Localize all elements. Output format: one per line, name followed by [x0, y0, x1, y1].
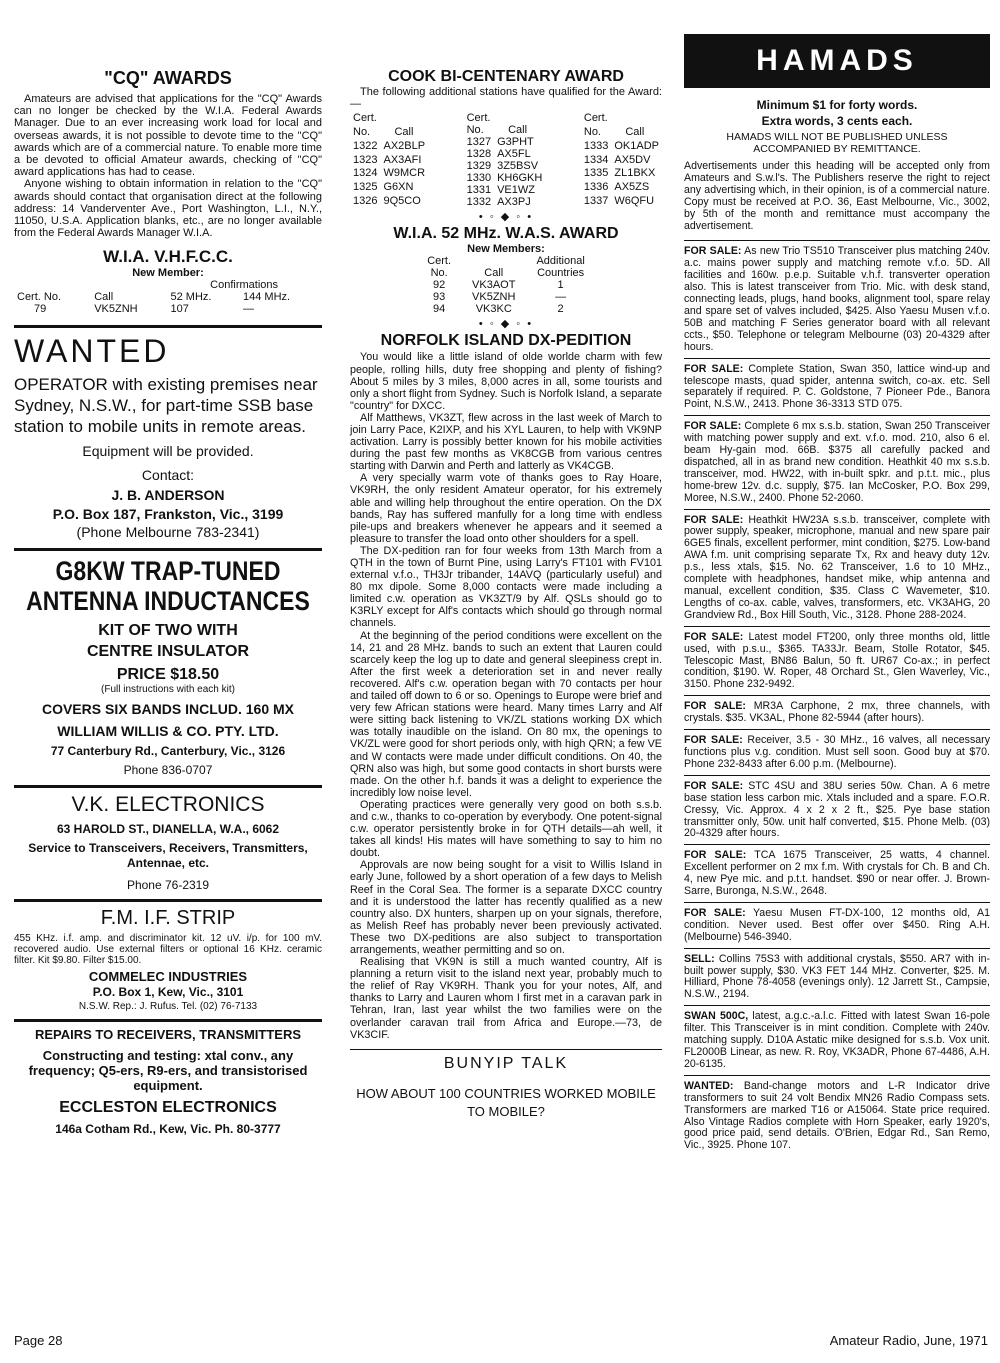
norfolk-para-3: A very specially warm vote of thanks goes to Ray Hoare, VK9RH, the only resident Amateur operator, for his extremely able and willing help throughout the entire operation. On the DX bands, Ray has suffered manfully for a long time with endless pile-ups and breakers whenever he appears and it seemed a pleasure to transfer the load onto other shoulders for a spell.	[350, 472, 662, 545]
cook-h-call: Call	[625, 126, 645, 139]
list-item: FOR SALE: Heathkit HW23A s.s.b. transceiver, complete with power supply, speaker, microphone, manual and new spare pair 6GE5 finals, excellent performer, mint condition, $275. Low-band AWA f.m. unit comprising separate Tx, Rx and heavy duty 12v. p.s., less xtals, $15. No. 62 Transceiver, 1.6 to 10 MHz., complete with headphones, handset mike, whip antenna and manual, excellent condition, $35. Class C Wavemeter, $10. Lengths of co-ax. cable, valves, transformers, etc. VK3AHG, 20 Grandview Rd., Box Hill South, Vic., 3128. Phone 288-2024.	[684, 509, 990, 626]
table-row: 1327 G3PHT	[466, 136, 534, 149]
divider	[14, 548, 322, 551]
norfolk-para-1: You would like a little island of olde worlde charm with few people, rolling hills, duty free shopping and plenty of fishing? About 5 miles by 3 miles, 8,000 acres in all, some tourists and only a short flight from Sydney. Such is Norfolk Island, a separate "country" for DXCC.	[350, 351, 662, 412]
list-item: SELL: Collins 75S3 with additional crystals, $550. AR7 with in-built power supply, $30. VK3 FET 144 MHz. Converter, $25. M. Hilliard, Phone 78-4058 (evenings only). 12 Jarrett St., Campsie, N.S.W., 2194.	[684, 948, 990, 1006]
table-row	[14, 303, 322, 315]
norfolk-para-4: The DX-pedition ran for four weeks from 13th March from a QTH in the town of Burnt Pine, using Larry's FT101 with FV101 external v.f.o., TH3Jr tribander, 14AVQ (particularly useful) and 80 mx dipole. Some 8,000 contacts were made including a limited c.w. operation as VK3ZT/9 by Alf. QSLs should go to K3RLY except for Alf's contacts which should go through normal channels.	[350, 544, 662, 630]
g8kw-company: WILLIAM WILLIS & CO. PTY. LTD.	[57, 723, 279, 740]
fm-title: F.M. I.F. STRIP	[100, 907, 236, 930]
norfolk-para-2: Alf Matthews, VK3ZT, flew across in the last week of March to join Larry Pace, K2IXP, and his XYL Lauren, to help with VK9NP activation. Larry is possibly better known for his mobile activities during the past few months as VK8CGB from various centres starting with Darwin and Perth and latterly as VK4CGB.	[350, 411, 662, 473]
wanted-phone: (Phone Melbourne 783-2341)	[76, 524, 260, 541]
g8kw-price: PRICE $18.50	[116, 666, 220, 684]
list-item: FOR SALE: Complete 6 mx s.s.b. station, Swan 250 Transceiver with matching power supply and ext. v.f.o. mod. 210, also 6 el. beam Hy-gain mod. 66B. $375 all carefully packed and dispatched, all in as brand new condition. Heathkit 40 mx s.s.b. transceiver, mod. HW22, with in-built spkr. and p.t.t. mic., plus home-brew 12v. d.c. supply, $75. Ian McCosker, P.O. Box 299, Moree, N.S.W., 2400. Phone 52-2060.	[684, 415, 990, 508]
table-row: 94 VK3KC 2	[433, 303, 564, 316]
hamads-title: HAMADS	[684, 34, 990, 88]
g8kw-kit-1: KIT OF TWO WITH	[98, 622, 238, 640]
right-column	[684, 22, 990, 1156]
table-row: 1330 KH6GKH	[466, 172, 543, 185]
cook-h-no: No.	[583, 126, 601, 139]
wanted-equipment: Equipment will be provided.	[82, 443, 254, 460]
vhfcc-header-call: Call	[94, 291, 114, 304]
table-row: 1337 W6QFU	[583, 194, 655, 207]
was-table	[409, 255, 603, 315]
classified-list	[684, 240, 990, 1156]
cook-h-cert: Cert.	[353, 112, 377, 125]
hamads-rate-2: Extra words, 3 cents each.	[761, 114, 913, 128]
cook-h-call: Call	[394, 126, 414, 139]
table-row: 1324 W9MCR	[353, 167, 426, 180]
cook-title: COOK BI-CENTENARY AWARD	[388, 68, 624, 85]
bunyip-section	[350, 1055, 662, 1121]
g8kw-instructions: (Full instructions with each kit)	[101, 684, 235, 696]
fm-address: P.O. Box 1, Kew, Vic., 3101	[92, 985, 244, 1000]
wanted-ad	[14, 333, 322, 540]
cq-awards-para-2: Anyone wishing to obtain information in relation to the "CQ" awards should contact that organisation direct at the following address: 14 Vanderventer Ave., Port Washington, L.I., N.Y., 11050, U.S.A. Application blanks, etc., are no longer available from the Federal Awards Manager W.I.A.	[14, 178, 322, 240]
table-row: 1328 AX5FL	[466, 148, 531, 161]
vk-electronics-ad	[14, 793, 322, 892]
was-h-additional: Additional	[536, 255, 585, 268]
g8kw-title-1: G8KW TRAP-TUNED	[55, 556, 281, 587]
vk-phone: Phone 76-2319	[126, 878, 210, 893]
norfolk-para-8: Realising that VK9N is still a much wanted country, Alf is planning a return visit to the island next year, probably much to the relief of Ray VK9RH. Thank you for your notes, Alf, and thanks to Larry and Lauren whom I first met in a caravan park in Tehran, Iran, last year whilst the two families were on the overlander caravan trail from Africa and Europe.—73, de VK3CIF.	[350, 956, 662, 1041]
norfolk-title: NORFOLK ISLAND DX-PEDITION	[380, 332, 632, 350]
g8kw-covers: COVERS SIX BANDS INCLUD. 160 MX	[41, 701, 295, 718]
cook-h-cert: Cert.	[466, 112, 491, 125]
table-row: 1334 AX5DV	[583, 153, 651, 166]
wanted-address: P.O. Box 187, Frankston, Vic., 3199	[52, 506, 284, 523]
g8kw-ad	[14, 556, 322, 777]
was-h-call: Call	[484, 267, 504, 280]
table-row: 1336 AX5ZS	[583, 180, 650, 193]
vhfcc-header-cert: Cert. No.	[17, 291, 62, 304]
vhfcc-confirmations: Confirmations	[210, 279, 278, 292]
vk-title: V.K. ELECTRONICS	[71, 793, 265, 817]
cook-intro: The following additional stations have qualified for the Award:—	[350, 86, 662, 111]
g8kw-address: 77 Canterbury Rd., Canterbury, Vic., 3126	[50, 744, 286, 759]
vhfcc-52: 107	[170, 303, 189, 316]
repairs-address: 146a Cotham Rd., Kew, Vic. Ph. 80-3777	[55, 1122, 281, 1137]
vhfcc-header-52: 52 MHz.	[170, 291, 212, 304]
list-item: FOR SALE: Receiver, 3.5 - 30 MHz., 16 valves, all necessary functions plus v.g. condition. Must sell soon. Good buy at $70. Phone 232-8433 after 6.00 p.m. (Melbourne).	[684, 729, 990, 775]
divider	[350, 1049, 662, 1050]
table-row: 1333 OK1ADP	[583, 139, 659, 152]
wanted-contact: Contact:	[141, 467, 195, 484]
was-title: W.I.A. 52 MHz. W.A.S. AWARD	[393, 225, 619, 243]
table-row: 1323 AX3AFI	[353, 153, 422, 166]
wanted-name: J. B. ANDERSON	[111, 487, 225, 504]
page-number: Page 28	[14, 1333, 63, 1348]
cook-table-2	[464, 112, 546, 208]
ornament-divider: • ◦ ◆ ◦ •	[478, 211, 534, 224]
table-row: 1322 AX2BLP	[353, 139, 426, 152]
g8kw-title-2: ANTENNA INDUCTANCES	[26, 586, 310, 617]
fm-rep: N.S.W. Rep.: J. Rufus. Tel. (02) 76-7133	[78, 1001, 258, 1013]
g8kw-phone: Phone 836-0707	[123, 763, 213, 778]
table-row: 92 VK3AOT 1	[433, 279, 564, 292]
cook-h-no: No.	[466, 124, 484, 137]
norfolk-para-5: At the beginning of the period conditions were excellent on the 14, 21 and 28 MHz. bands to such an extent that Lauren could scarcely keep the log up to date and general sleepiness crept in. After the first week a deterioration set in and never really recovered. Alf's c.w. operation began with 70 contacts per hour and tailed off down to 6 or so. Openings to Europe were brief and very few African stations were heard. Many times Larry and Alf were sitting back listening to VK/ZL stations working DX which was totally inaudible on the island. On 80 mx, the openings to VK/ZL were good for short periods only, with high QRN; a few VE and W contacts were made under difficult conditions. On 40, the QRN also was high, but some good contacts in short bursts were made. On the other h.f. bands it was a delight to experience the incredibly low noise level.	[350, 629, 662, 799]
fm-body: 455 KHz. i.f. amp. and discriminator kit. 12 uV. i/p. for 100 mV. recovered audio. Use external filters or optional 16 KHz. ceramic filter. Kit $9.80. Filter $15.00.	[14, 933, 322, 967]
table-row: 1326 9Q5CO	[353, 194, 421, 207]
vhfcc-section	[14, 247, 322, 315]
left-column	[14, 62, 322, 1136]
norfolk-section	[350, 332, 662, 1040]
vhfcc-table	[14, 291, 322, 315]
journal-info: Amateur Radio, June, 1971	[829, 1333, 988, 1348]
vhfcc-cert: 79	[34, 303, 47, 316]
norfolk-para-7: Approvals are now being sought for a visit to Willis Island in early June, followed by a short operation of a few days to Melish Reef in the Coral Sea. The former is a separate DXCC country and it is understood the latter has recently qualified as a new country also. DX hunters, sharpen up on your signals, therefore, as Melish Reef has probably never been previously activated. These two DX-peditions are also subject to transportation arrangements, weather permitting and so on.	[350, 859, 662, 956]
repairs-title: REPAIRS TO RECEIVERS, TRANSMITTERS	[34, 1027, 302, 1043]
divider	[14, 785, 322, 788]
cook-table-1	[350, 112, 428, 208]
vk-service: Service to Transceivers, Receivers, Transmitters, Antennae, etc.	[28, 841, 308, 871]
cq-awards-para-1: Amateurs are advised that applications for the "CQ" Awards can no longer be checked by the W.I.A. Federal Awards Manager. Due to an ever increasing work load for local and overseas awards, it is not possible to devote time to the "CQ" awards which are of a commercial nature. To enable more time a be devoted to official Amateur awards, checking of "CQ" award applications has had to cease.	[14, 93, 322, 179]
list-item: WANTED: Band-change motors and L-R Indicator drive transformers to suit 24 volt Bendix MN26 Radio Compass sets. Transformers are marked T16 or A15064. State price required. Also Vintage Radios complete with Horn Speaker, early 1920's, good price paid, send details. O'Brien, Edgar Rd., San Remo, Vic., 3925. Phone 107.	[684, 1075, 990, 1156]
cq-awards-title: "CQ" AWARDS	[104, 68, 232, 88]
list-item: FOR SALE: STC 4SU and 38U series 50w. Chan. A 6 metre base station less carbon mic. Xtals included and a spare. F.O.R. Cressy, Vic. Approx. 4 x 2 x 2 ft., $25. Pye base station transmitter only, 50w. unit half converted, $15. Phone Melb. (03) 20-4329 after hours.	[684, 775, 990, 845]
list-item: FOR SALE: As new Trio TS510 Transceiver plus matching 240v. a.c. mains power supply and matching remote v.f.o. 5D. All facilities and 160w. p.e.p. Suitable v.h.f. transverter operation also. This is latest transceiver from Trio. Mic. with desk stand, connecting leads, plugs, hand books, alignment tool, spare relay and spare set of valves included, $425. Also Yaesu Musen v.f.o. 50B and matching F Series generator board with all relevant ccts., $50. Telephone or telegram Melbourne (03) 20-4329 after hours.	[684, 240, 990, 357]
norfolk-para-6: Operating practices were generally very good on both s.s.b. and c.w., thanks to co-operation by everybody. One potent-signal c.w. operator persistently broke in for QTH details—ah well, it takes all kinds! His mates will have something to say to him no doubt.	[350, 798, 662, 860]
cook-h-call: Call	[508, 124, 528, 137]
ornament-divider: • ◦ ◆ ◦ •	[478, 318, 534, 331]
divider	[14, 1019, 322, 1022]
hamads-terms: Advertisements under this heading will be accepted only from Amateurs and S.w.l's. The Publishers reserve the right to reject any advertising which, in their opinion, is of a commercial nature. Copy must be received at P.O. 36, East Melbourne, Vic., 3002, by 5th of the month and remittance must accompany the advertisement.	[684, 160, 990, 232]
was-h-cert: Cert.	[427, 255, 452, 268]
was-subtitle: New Members:	[467, 243, 545, 256]
was-h-no: No.	[430, 267, 448, 280]
vhfcc-title: W.I.A. V.H.F.C.C.	[103, 247, 233, 267]
wanted-title: WANTED	[14, 333, 170, 370]
repairs-ad	[14, 1027, 322, 1136]
table-row: 1325 G6XN	[353, 180, 414, 193]
table-row: 1329 3Z5BSV	[466, 160, 539, 173]
bunyip-body: HOW ABOUT 100 COUNTRIES WORKED MOBILE TO MOBILE?	[356, 1085, 656, 1119]
cook-award-section	[350, 68, 662, 223]
list-item: SWAN 500C, latest, a.g.c.-a.l.c. Fitted with latest Swan 16-pole filter. This Transceiver is in mint condition. Complete with 240v. matching supply. D10A Astatic mike designed for s.s.b. Vox unit. FL2000B Linear, as new. R. Roy, VK3ADR, Phone 67-4486, A.H. 20-6135.	[684, 1005, 990, 1075]
cook-table-3	[581, 112, 662, 208]
list-item: FOR SALE: Latest model FT200, only three months old, little used, with p.s.u., $365. TA33Jr. Beam, Stolle Rotator, $45. Telescopic Mast, BN86 Balun, 50 ft. UR67 Co-ax.; in perfect condition, $190. W. Roper, 48 Orchard St., Glen Waverley, Vic., 3150. Phone 232-9492.	[684, 626, 990, 696]
table-row: 93 VK5ZNH —	[433, 291, 567, 304]
bunyip-title: BUNYIP TALK	[443, 1054, 569, 1072]
wanted-body: OPERATOR with existing premises near Sydney, N.S.W., for part-time SSB base station to mobile units in remote areas.	[14, 375, 318, 437]
was-h-countries: Countries	[537, 267, 585, 280]
middle-column	[350, 62, 662, 1121]
list-item: FOR SALE: Yaesu Musen FT-DX-100, 12 months old, A1 condition. Never used. Best offer over $450. Ring A.H. (Melbourne) 546-3940.	[684, 902, 990, 948]
vhfcc-subtitle: New Member:	[132, 267, 204, 280]
cook-tables	[350, 112, 662, 208]
hamads-rate-1: Minimum $1 for forty words.	[756, 98, 918, 112]
g8kw-kit-2: CENTRE INSULATOR	[86, 643, 250, 661]
vk-address: 63 HAROLD ST., DIANELLA, W.A., 6062	[56, 822, 280, 837]
repairs-company: ECCLESTON ELECTRONICS	[59, 1099, 277, 1117]
fm-company: COMMELEC INDUSTRIES	[88, 969, 248, 985]
list-item: FOR SALE: TCA 1675 Transceiver, 25 watts, 4 channel. Excellent performer on 2 mx f.m. With crystals for Ch. B and Ch. 4, new Pye mic. and p.t.t. handset. $90 or near offer. J. Brown-Sarre, Buronga, N.S.W., 2648.	[684, 844, 990, 902]
table-row: 1332 AX3PJ	[466, 196, 531, 209]
divider	[14, 325, 322, 328]
cook-h-no: No.	[353, 126, 371, 139]
divider	[14, 899, 322, 902]
was-award-section	[350, 225, 662, 330]
cook-h-cert: Cert.	[583, 112, 608, 125]
cq-awards-section	[14, 68, 322, 239]
hamads-notice: HAMADS WILL NOT BE PUBLISHED UNLESS ACCOMPANIED BY REMITTANCE.	[726, 131, 948, 155]
table-row: 1331 VE1WZ	[466, 184, 535, 197]
list-item: FOR SALE: MR3A Carphone, 2 mx, three channels, with crystals. $35. VK3AL, Phone 82-5944 (after hours).	[684, 695, 990, 729]
vhfcc-call: VK5ZNH	[94, 303, 138, 316]
repairs-body: Constructing and testing: xtal conv., any frequency; Q5-ers, R9-ers, and transistorised equipment.	[28, 1048, 308, 1094]
fm-strip-ad	[14, 907, 322, 1012]
list-item: FOR SALE: Complete Station, Swan 350, lattice wind-up and telescope masts, quad spider, antenna switch, co-ax. etc. Sell separately if required. P. C. Goldstone, 7 Pioneer Pde., Banora Point, N.S.W., 2413. Phone 36-3313 STD 075.	[684, 358, 990, 416]
vhfcc-header-144: 144 MHz.	[243, 291, 291, 304]
vhfcc-144: —	[243, 303, 255, 316]
table-row: 1335 ZL1BKX	[583, 167, 656, 180]
